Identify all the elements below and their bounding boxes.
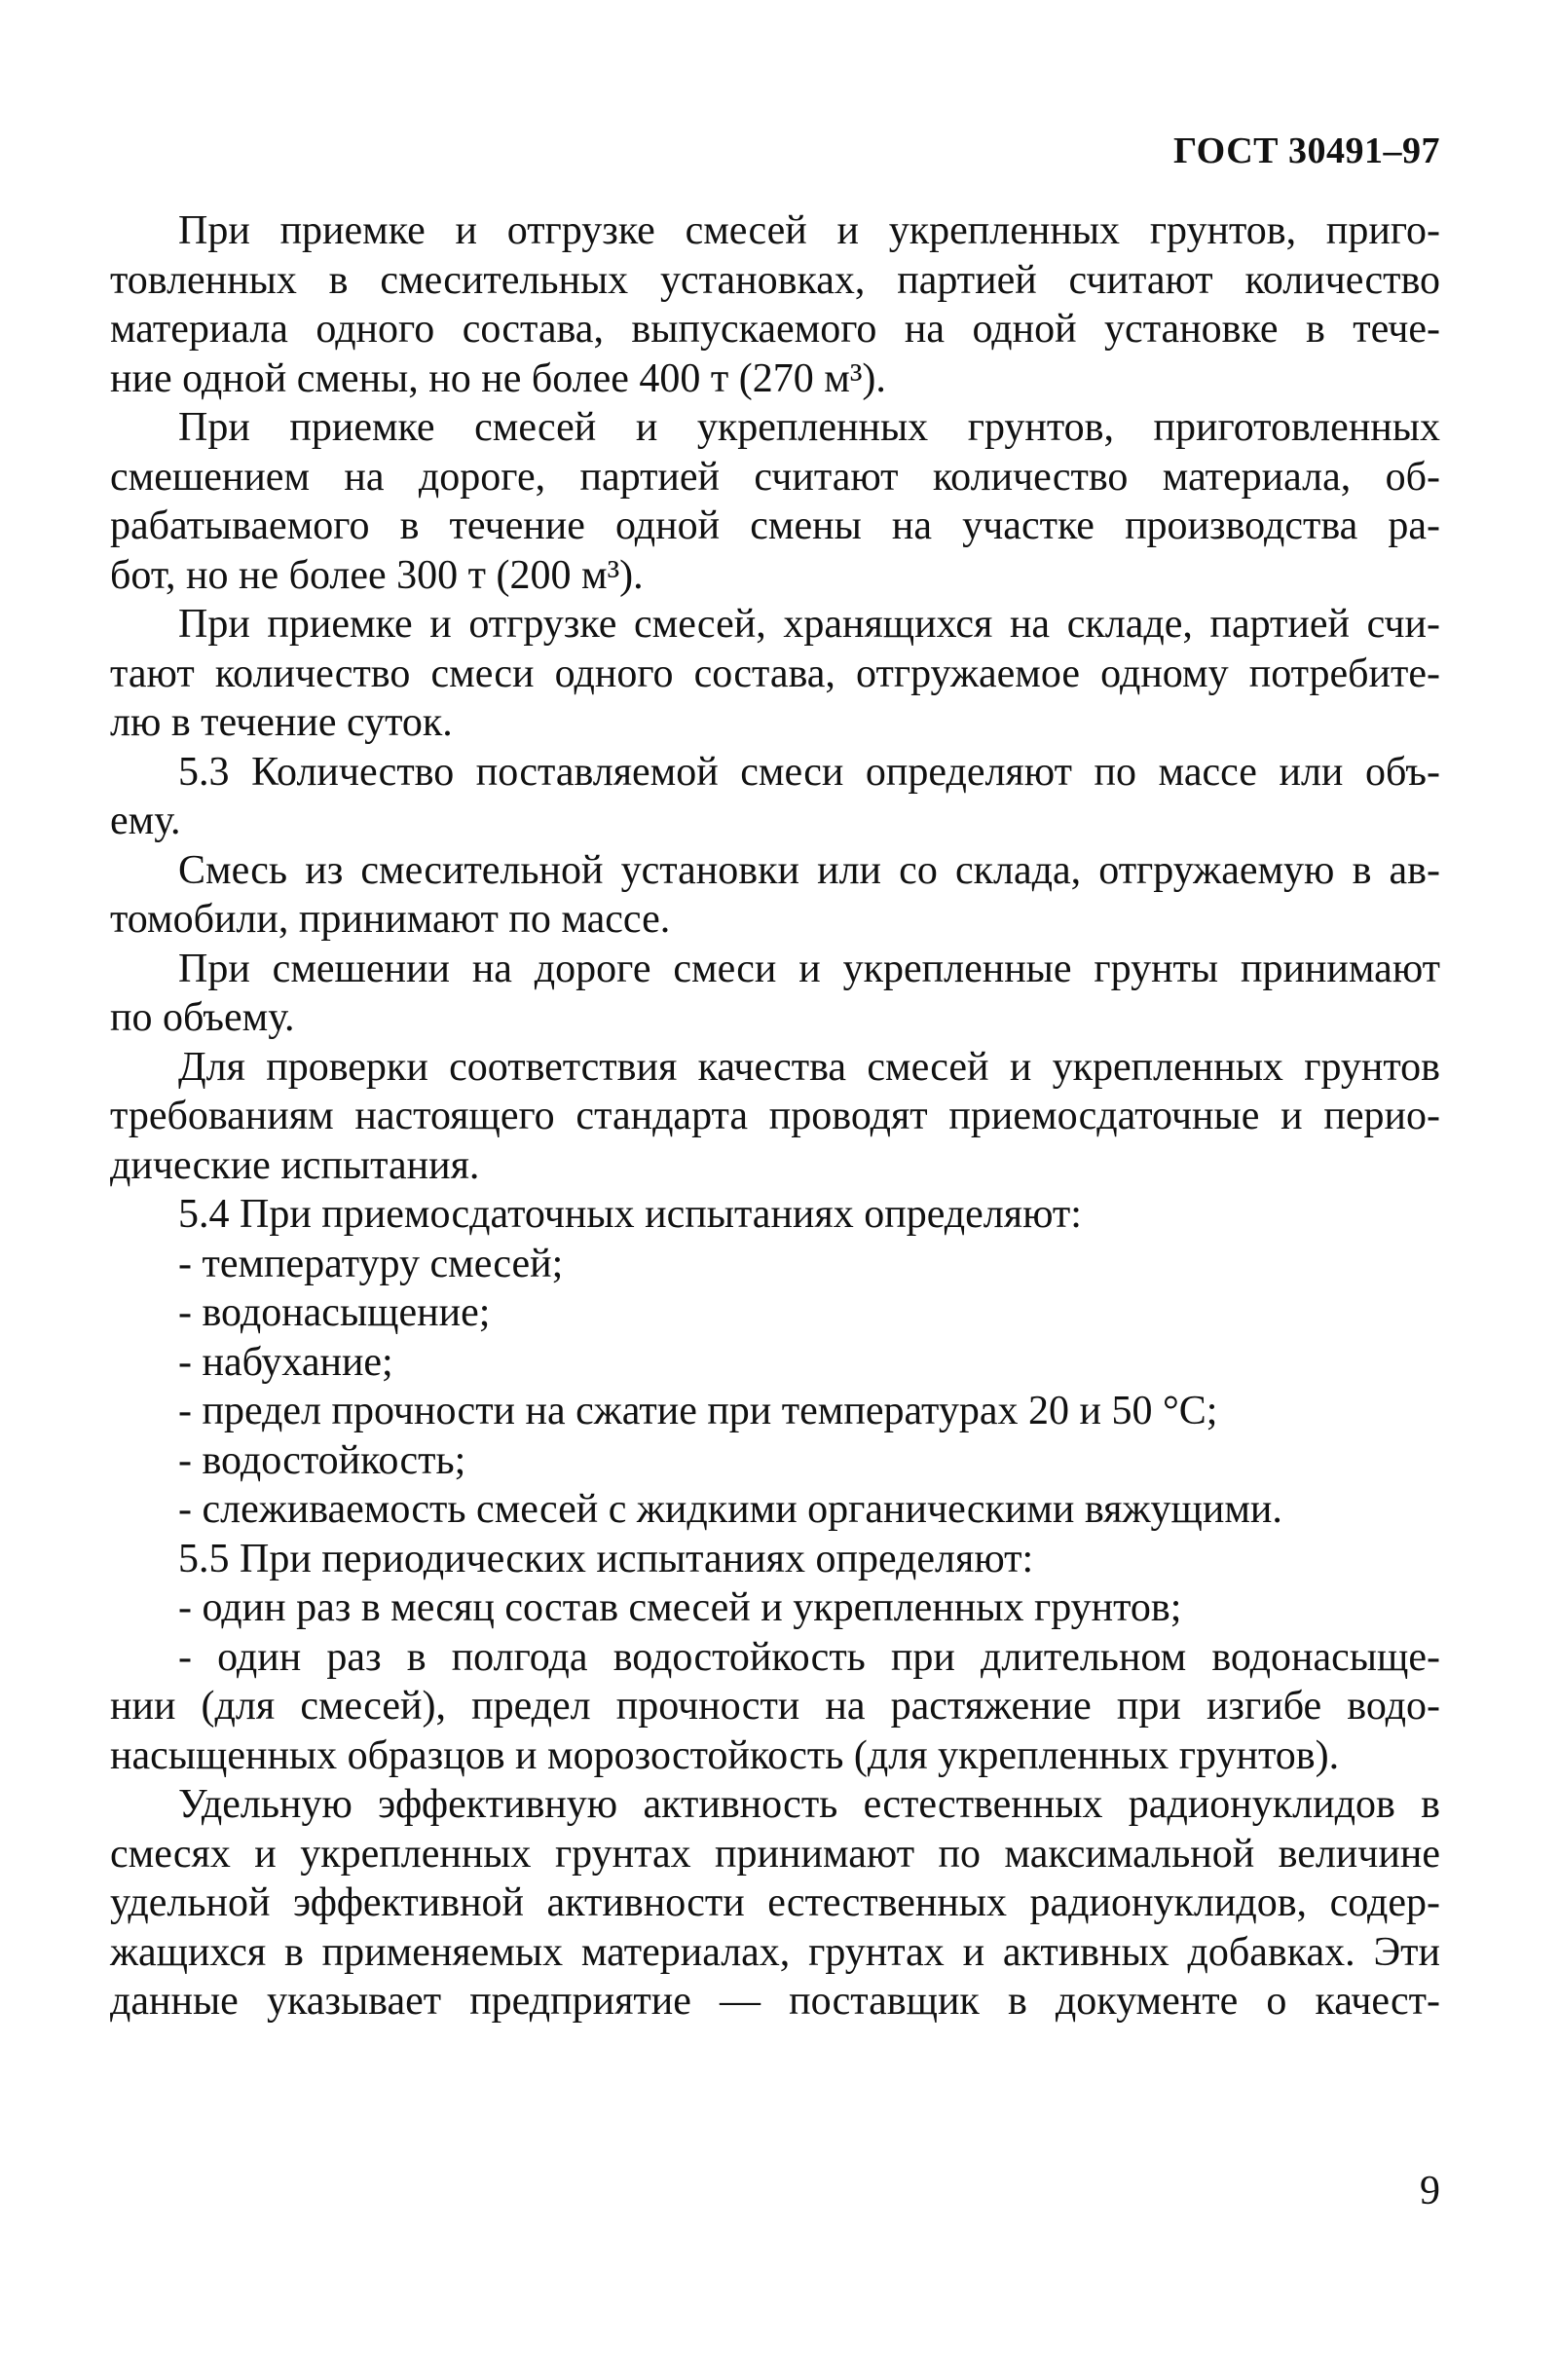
list-item: - один раз в месяц состав смесей и укрепленных грунтов; (178, 1585, 1182, 1630)
paragraph-section-5-3 (110, 748, 1440, 846)
list-item: - водостойкость; (178, 1437, 466, 1483)
paragraph-quality-testing (110, 1043, 1440, 1191)
list-item: - температуру смесей; (178, 1241, 564, 1286)
text-line: Для проверки соответствия качества смесей и укрепленных грунтов (178, 1044, 1440, 1090)
text-line: данные указывает предприятие — поставщик в документе о качест- (110, 1979, 1440, 2024)
periodic-test-list (110, 1583, 1440, 1780)
text-line: тают количество смеси одного состава, отгружаемое одному потребите- (110, 651, 1440, 696)
text-line: При приемке смесей и укрепленных грунтов, приготовленных (178, 405, 1440, 450)
paragraph-section-5-5 (110, 1535, 1440, 1584)
text-line: товленных в смесительных установках, партией считают количество (110, 257, 1440, 303)
page-number: 9 (1420, 2169, 1440, 2213)
text-line: Смесь из смесительной установки или со склада, отгружаемую в ав- (178, 847, 1440, 893)
list-item: - водонасыщение; (178, 1290, 491, 1335)
list-item: - предел прочности на сжатие при температурах 20 и 50 °С; (178, 1389, 1218, 1433)
paragraph-mass-acceptance (110, 846, 1440, 945)
text-line: лю в течение суток. (110, 700, 453, 745)
paragraph-radionuclide-activity (110, 1780, 1440, 2027)
paragraph-batch-warehouse (110, 600, 1440, 748)
text-line: рабатываемого в течение одной смены на участке производства ра- (110, 503, 1440, 548)
text-line: ние одной смены, но не более 400 т (270 м³). (110, 355, 886, 401)
document-header: ГОСТ 30491–97 (1172, 130, 1440, 171)
text-line: 5.4 При приемосдаточных испытаниях определяют: (178, 1192, 1082, 1237)
paragraph-batch-mixing-plant (110, 206, 1440, 403)
text-line: ему. (110, 799, 181, 843)
text-line: требованиям настоящего стандарта проводят приемосдаточные и перио- (110, 1094, 1440, 1138)
text-line: 5.3 Количество поставляемой смеси определяют по массе или объ- (178, 749, 1440, 795)
list-item: - слеживаемость смесей с жидкими органическими вяжущими. (178, 1487, 1282, 1532)
paragraph-batch-road-mixing (110, 403, 1440, 600)
text-line: смесях и укрепленных грунтах принимают по максимальной величине (110, 1831, 1440, 1877)
text-line: бот, но не более 300 т (200 м³). (110, 552, 644, 598)
text-line: 5.5 При периодических испытаниях определяют: (178, 1536, 1034, 1581)
paragraph-section-5-4 (110, 1190, 1440, 1240)
text-line: по объему. (110, 995, 295, 1040)
document-body (110, 206, 1440, 2027)
text-line: удельной эффективной активности естественных радионуклидов, содер- (110, 1880, 1440, 1925)
list-item: - набухание; (178, 1339, 393, 1385)
text-line: При приемке и отгрузке смесей и укрепленных грунтов, приго- (178, 208, 1440, 253)
text-line: смешением на дороге, партией считают количество материала, об- (110, 454, 1440, 500)
text-line: жащихся в применяемых материалах, грунтах и активных добавках. Эти (110, 1929, 1440, 1975)
list-item-line: насыщенных образцов и морозостойкость (для укрепленных грунтов). (110, 1732, 1340, 1778)
text-line: Удельную эффективную активность естественных радионуклидов в (178, 1782, 1440, 1827)
text-line: При приемке и отгрузке смесей, хранящихся на складе, партией счи- (178, 602, 1440, 647)
paragraph-volume-acceptance (110, 945, 1440, 1043)
text-line: дические испытания. (110, 1142, 480, 1188)
list-item-line: нии (для смесей), предел прочности на растяжение при изгибе водо- (110, 1684, 1440, 1729)
text-line: материала одного состава, выпускаемого на одной установке в тече- (110, 307, 1440, 352)
text-line: При смешении на дороге смеси и укрепленные грунты принимают (178, 946, 1440, 991)
text-line: томобили, принимают по массе. (110, 897, 671, 942)
list-item-line: - один раз в полгода водостойкость при длительном водонасыще- (178, 1634, 1440, 1680)
acceptance-test-list (110, 1240, 1440, 1535)
